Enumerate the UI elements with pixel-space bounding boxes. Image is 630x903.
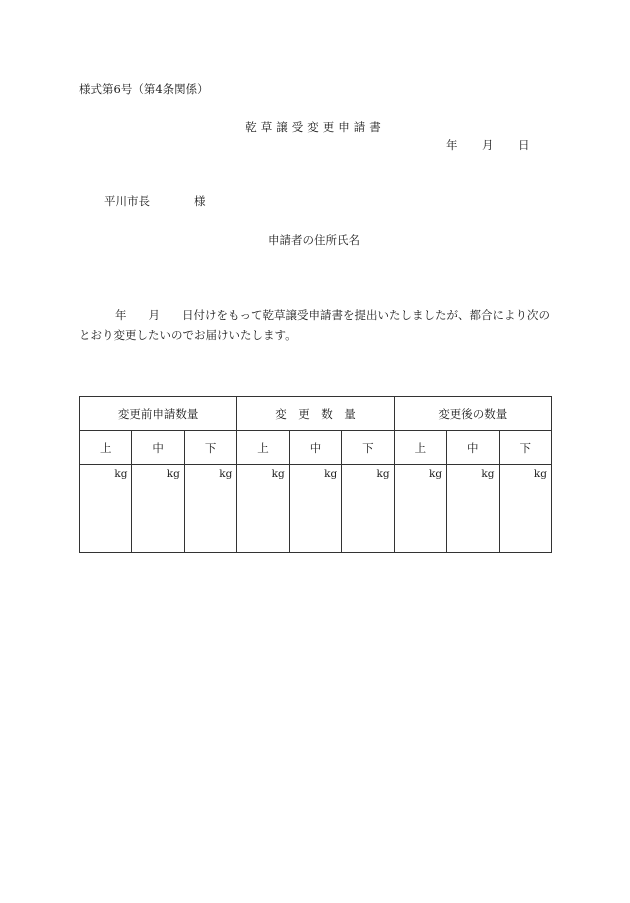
document-title: 乾草譲受変更申請書 (245, 120, 385, 134)
value-cell[interactable]: kg (80, 465, 132, 553)
group-before: 変更前申請数量 (80, 397, 237, 431)
value-cell[interactable]: kg (499, 465, 552, 553)
date-line (446, 137, 530, 153)
date-year: 年 (446, 138, 458, 152)
grade-cell: 上 (394, 431, 446, 465)
value-cell[interactable]: kg (237, 465, 289, 553)
grade-cell: 中 (289, 431, 341, 465)
value-cell[interactable]: kg (447, 465, 499, 553)
body-paragraph (79, 305, 554, 345)
value-cell[interactable]: kg (342, 465, 394, 553)
date-day: 日 (518, 138, 530, 152)
table-grade-row (80, 431, 552, 465)
grade-cell: 上 (237, 431, 289, 465)
addressee-honorific: 様 (194, 194, 206, 208)
table-group-row (80, 397, 552, 431)
grade-cell: 上 (80, 431, 132, 465)
body-text: 日付けをもって乾草譲受申請書を提出いたしましたが、都合により次のとおり変更したいのでお届けいたします。 (79, 308, 550, 342)
group-change: 変 更 数 量 (237, 397, 394, 431)
applicant-label: 申請者の住所氏名 (268, 233, 360, 247)
body-month: 月 (148, 308, 160, 322)
grade-cell: 中 (447, 431, 499, 465)
grade-cell: 下 (184, 431, 236, 465)
form-number: 様式第6号（第4条関係） (79, 82, 209, 96)
body-year: 年 (115, 308, 127, 322)
value-cell[interactable]: kg (184, 465, 236, 553)
addressee (104, 193, 206, 209)
value-cell[interactable]: kg (394, 465, 446, 553)
table-value-row (80, 465, 552, 553)
addressee-name: 平川市長 (104, 194, 150, 208)
grade-cell: 下 (499, 431, 552, 465)
grade-cell: 下 (342, 431, 394, 465)
value-cell[interactable]: kg (289, 465, 341, 553)
value-cell[interactable]: kg (132, 465, 184, 553)
grade-cell: 中 (132, 431, 184, 465)
quantity-table (79, 396, 552, 553)
group-after: 変更後の数量 (394, 397, 551, 431)
date-month: 月 (482, 138, 494, 152)
